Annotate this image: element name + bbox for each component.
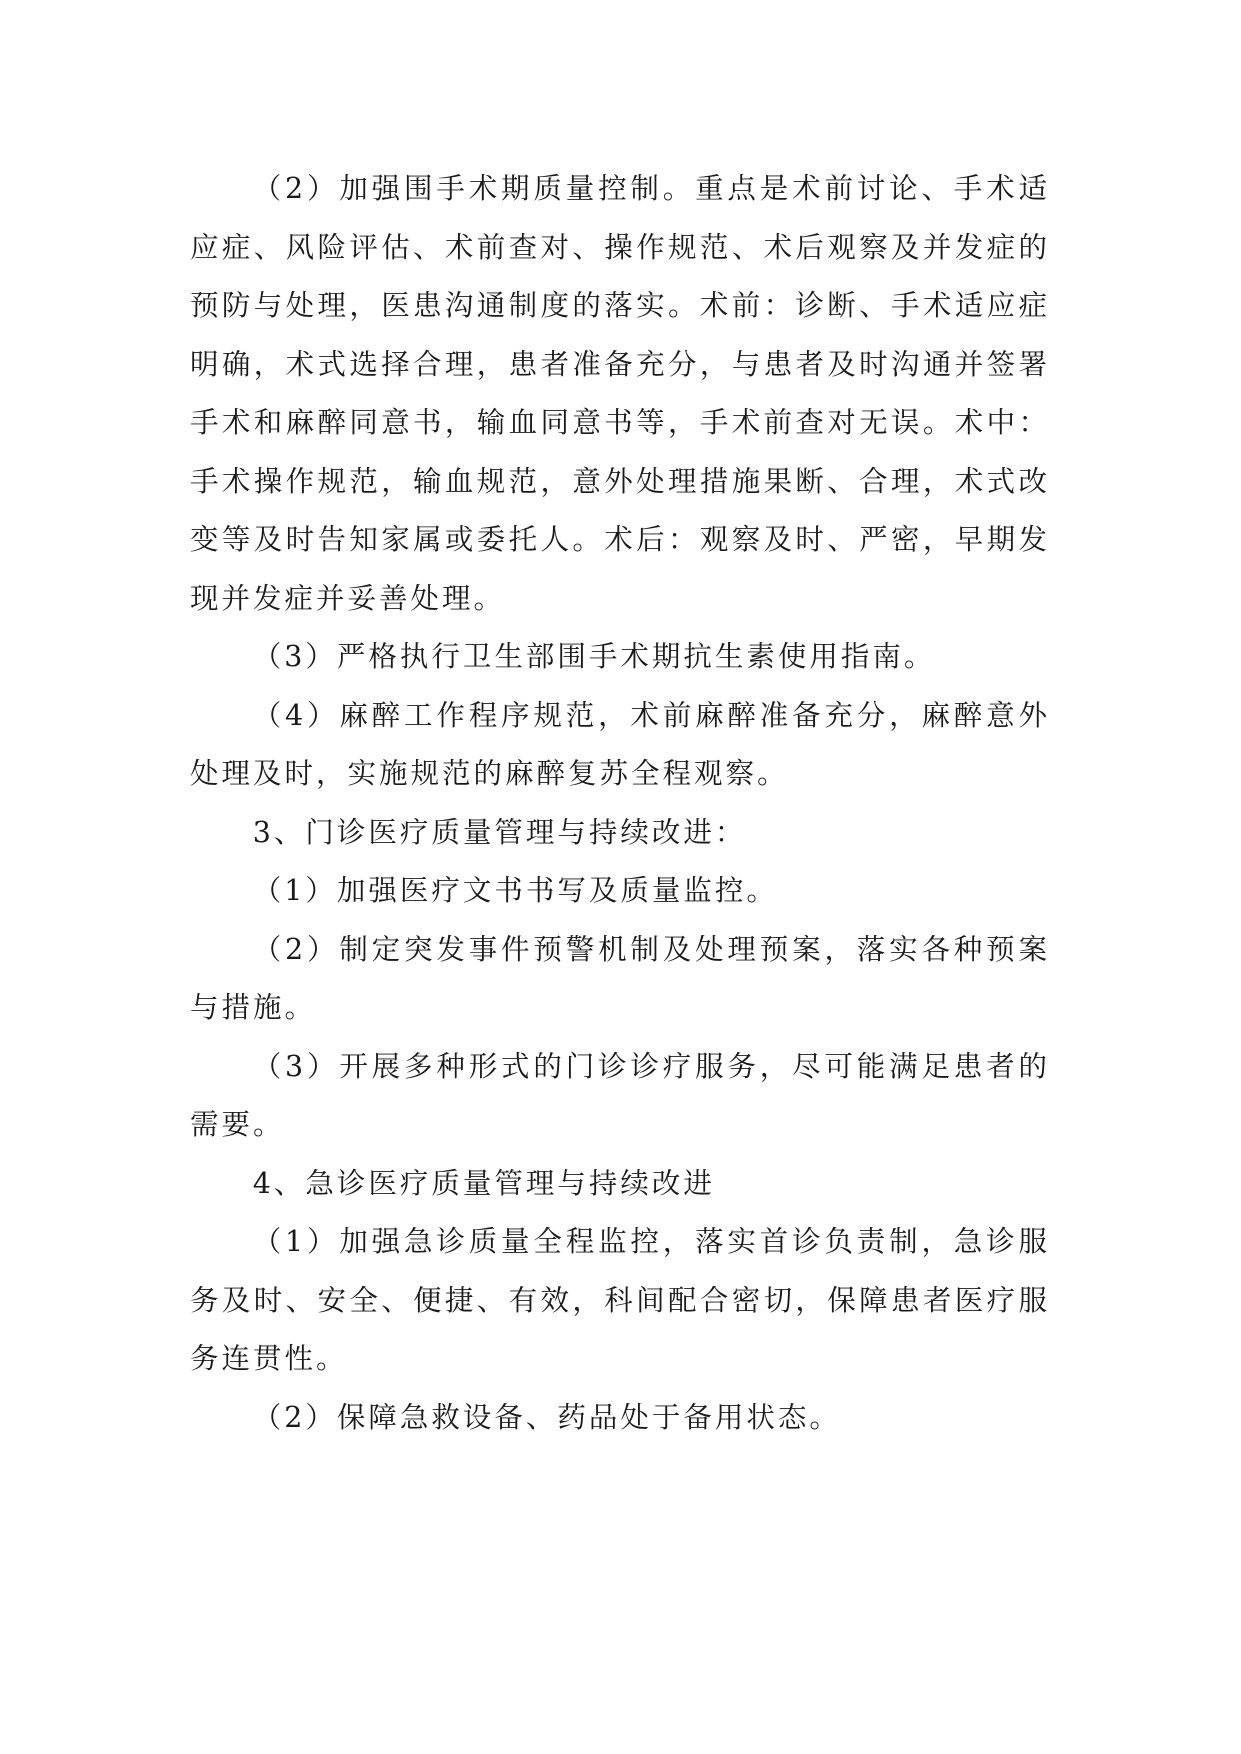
paragraph-antibiotics-guideline: （3）严格执行卫生部围手术期抗生素使用指南。 <box>252 640 936 673</box>
paragraph-outpatient-emergency-plan: （2）制定突发事件预警机制及处理预案，落实各种预案与措施。 <box>190 932 1050 1024</box>
section-heading-outpatient: 3、门诊医疗质量管理与持续改进： <box>252 815 747 849</box>
paragraph-outpatient-services: （3）开展多种形式的门诊诊疗服务，尽可能满足患者的需要。 <box>190 1049 1050 1141</box>
paragraph-anesthesia-procedure: （4）麻醉工作程序规范，术前麻醉准备充分，麻醉意外处理及时，实施规范的麻醉复苏全程观察。 <box>190 698 1050 790</box>
document-body <box>190 160 1050 1447</box>
section-heading-emergency: 4、急诊医疗质量管理与持续改进 <box>252 1166 715 1200</box>
paragraph-perioperative-quality: （2）加强围手术期质量控制。重点是术前讨论、手术适应症、风险评估、术前查对、操作规范、术后观察及并发症的预防与处理，医患沟通制度的落实。术前：诊断、手术适应症明确，术式选择合理，患者准备充分，与患者及时沟通并签署手术和麻醉同意书，输血同意书等，手术前查对无误。术中：手术操作规范，输血规范，意外处理措施果断、合理，术式改变等及时告知家属或委托人。术后：观察及时、严密，早期发现并发症并妥善处理。 <box>190 172 1050 615</box>
paragraph-outpatient-documents: （1）加强医疗文书书写及质量监控。 <box>252 874 778 907</box>
paragraph-emergency-equipment: （2）保障急救设备、药品处于备用状态。 <box>252 1400 841 1434</box>
paragraph-emergency-monitoring: （1）加强急诊质量全程监控，落实首诊负责制，急诊服务及时、安全、便捷、有效，科间配合密切，保障患者医疗服务连贯性。 <box>190 1225 1050 1375</box>
